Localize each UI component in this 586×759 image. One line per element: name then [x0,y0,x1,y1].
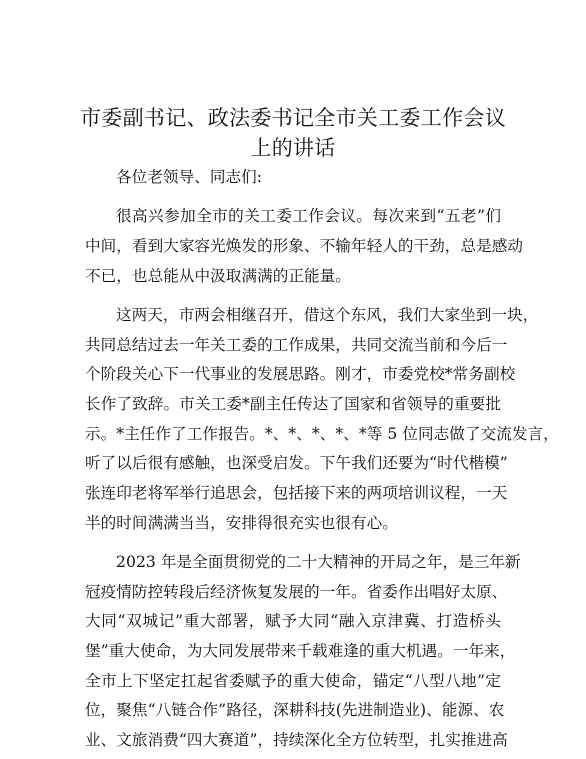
paragraph-2-line-7: 张连印老将军举行追思会，包括接下来的两项培训议程，一天 [85,484,508,502]
paragraph-3-line-1: 2023 年是全面贯彻党的二十大精神的开局之年，是三年新 [116,553,521,571]
paragraph-1-line-2: 中间，看到大家容光焕发的形象、不输年轻人的干劲，总是感动 [85,237,524,255]
paragraph-3-line-6: 位，聚焦“八链合作”路径，深耕科技(先进制造业)、能源、农 [85,701,505,719]
paragraph-3-line-7: 业、文旅消费“四大赛道”，持续深化全方位转型，扎实推进高 [85,731,508,749]
paragraph-3-line-5: 全市上下坚定扛起省委赋予的重大使命，锚定“八型八地”定 [85,672,501,690]
paragraph-3-line-3: 大同“双城记”重大部署，赋予大同“融入京津冀、打造桥头 [85,612,501,630]
paragraph-2-line-6: 听了以后很有感触，也深受启发。下午我们还要为“时代楷模” [85,454,508,472]
paragraph-3-line-2: 冠疫情防控转段后经济恢复发展的一年。省委作出唱好太原、 [85,583,508,601]
paragraph-2-line-4: 长作了致辞。市关工委*副主任传达了国家和省领导的重要批 [85,395,501,413]
paragraph-3-line-4: 堡”重大使命，为大同发展带来千载难逢的重大机遇。一年来， [85,642,516,660]
paragraph-2-line-5: 示。*主任作了工作报告。*、*、*、*、*等 5 位同志做了交流发言， [85,425,559,443]
paragraph-2-line-3: 个阶段关心下一代事业的发展思路。刚才，市委党校*常务副校 [85,365,516,383]
paragraph-2-line-8: 半的时间满满当当，安排得很充实也很有心。 [85,514,398,532]
paragraph-2-line-1: 这两天，市两会相继召开，借这个东风，我们大家坐到一块， [116,306,539,324]
document-title-line-1: 市委副书记、政法委书记全市关工委工作会议 [80,106,506,130]
paragraph-1-line-1: 很高兴参加全市的关工委工作会议。每次来到“五老”们 [116,207,501,225]
paragraph-2-line-2: 共同总结过去一年关工委的工作成果，共同交流当前和今后一 [85,336,508,354]
document-title-line-2: 上的讲话 [250,136,336,160]
greeting: 各位老领导、同志们: [116,168,263,186]
paragraph-1-line-3: 不已，也总能从中汲取满满的正能量。 [85,267,351,285]
